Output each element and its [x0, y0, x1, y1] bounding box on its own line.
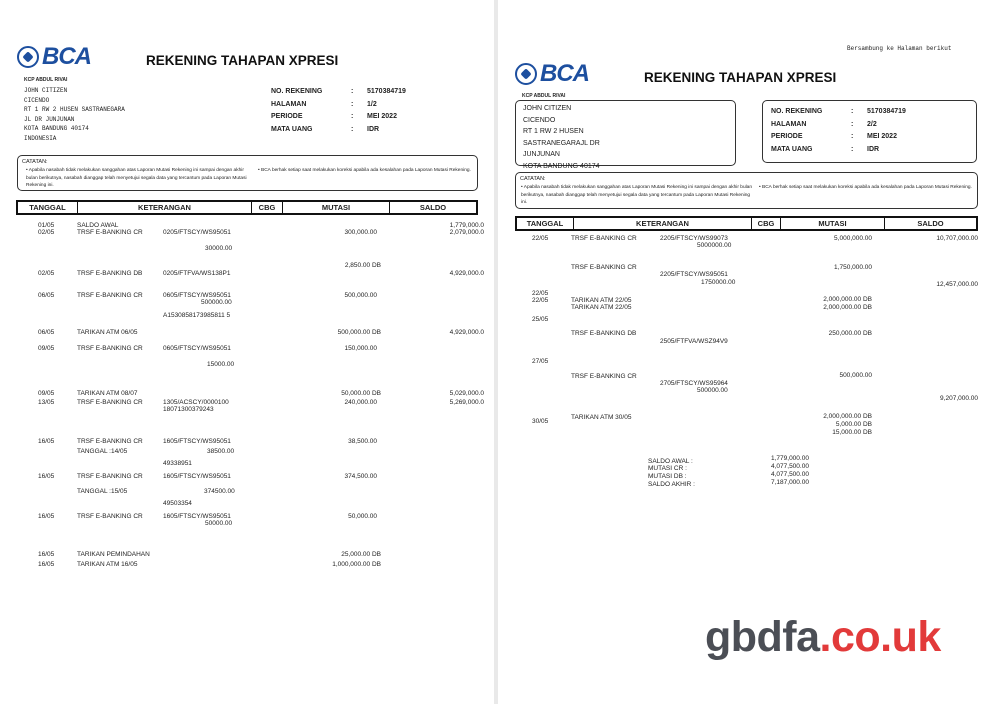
statement-page-2: Bersambung ke Halaman berikut BCA REKENING TAHAPAN XPRESI KCP ABDUL RIVAI JOHN CITIZEN CICENDO RT 1 RW 2 HUSEN SASTRANEGARAJL DR JUNJUNAN KOTA BANDUNG 40174 NO. REKENING : 5170384719 HALAMAN : 2/2 PERIODE : MEI 2022 MATA UANG : IDR CATATAN: • Apabila nasabah tidak melakukan sanggahan atas Laporan Mutasi Rekening ini sampai dengan akhir bulan berikutnya, nasabah dianggap telah menyetujui segala data yang tercantum pada Laporan Mutasi Rekening ini. • BCA berhak setiap saat melakukan koreksi apabila ada kesalahan pada Laporan Mutasi Rekening. TANGGAL KETERANGAN CBG MUTASI SALDO 22/05 TRSF E-BANKING CR 2205/FTSCY/WS99073 5,000,000.00 10,707,000.00 5000000.00 TRSF E-BANKING CR 1,750,000.00 2205/FTSCY/WS95051 1750000.00 12,457,000.00 22/05 22/05 TARIKAN ATM 22/05 2,000,000.00 DB TARIKAN ATM 22/05 2,000,000.00 DB 25/05 TRSF E-BANKING DB 250,000.00 DB 2505/FTFVA/WSZ94V9 27/05 TRSF E-BANKING CR 500,000.00 2705/FTSCY/WS95964 500000.00 9,207,000.00 2,000,000.00 DB 30/05 TARIKAN ATM 30/05 5,000.00 DB 15,000.00 DB SALDO AWAL : 1,779,000.00 MUTASI CR : 4,077,500.00 MUTASI DB : 4,077,500.00 SALDO AKHIR : 7,187,000.00	[498, 0, 993, 704]
address-line: JOHN CITIZEN	[24, 87, 68, 94]
address-line: CICENDO	[24, 96, 50, 104]
currency: IDR	[867, 145, 880, 153]
period: MEI 2022	[867, 133, 897, 140]
bca-logo-icon	[17, 46, 39, 68]
statement-page-1: BCA REKENING TAHAPAN XPRESI KCP ABDUL RIVAI JOHN CITIZEN CICENDO RT 1 RW 2 HUSEN SASTRANEGARA JL DR JUNJUNAN KOTA BANDUNG 40174 INDONESIA NO. REKENING : 5170384719 HALAMAN : 1/2 PERIODE : MEI 2022 MATA UANG : IDR CATATAN: • Apabila nasabah tidak melakukan sanggahan atas Laporan Mutasi Rekening ini sampai dengan akhir bulan berikutnya, nasabah dianggap telah menyetujui segala data yang tercantum pada Laporan Mutasi Rekening ini. • BCA berhak setiap saat melakukan koreksi apabila ada kesalahan pada Laporan Mutasi Rekening. TANGGAL KETERANGAN CBG MUTASI SALDO 01/05 SALDO AWAL 1,779,000.0 02/05 TRSF E-BANKING CR 0205/FTSCY/WS95051 300,000.00 2,079,000.0 30000.00 2,850.00 DB 02/05 TRSF E-BANKING DB 0205/FTFVA/WS138P1 4,929,000.0 06/05 TRSF E-BANKING CR 0605/FTSCY/WS95051 500,000.00 500000.00 A1530858173985811 5 06/05 TARIKAN ATM 06/05 500,000.00 DB 4,929,000.0 09/05 TRSF E-BANKING CR 0605/FTSCY/WS95051 150,000.00 15000.00 09/05 TARIKAN ATM 08/07 50,000.00 DB 5,029,000.0 13/05 TRSF E-BANKING CR 1305/ACSCY/0000100 240,000.00 5,269,000.0 18071300379243 16/05 TRSF E-BANKING CR 1605/FTSCY/WS95051 38,500.00 TANGGAL :14/05 38500.00 49338951 16/05 TRSF E-BANKING CR 1605/FTSCY/WS95051 374,500.00 TANGGAL :15/05 374500.00 49503354 16/05 TRSF E-BANKING CR 1605/FTSCY/WS95051 50,000.00 50000.00 16/05 TARIKAN PEMINDAHAN 25,000.00 DB 16/05 TARIKAN ATM 16/05 1,000,000.00 DB	[0, 0, 494, 704]
address-line: INDONESIA	[24, 134, 57, 142]
account-number: 5170384719	[867, 108, 906, 115]
bca-logo: BCA	[515, 60, 589, 88]
address-line: JOHN CITIZEN	[523, 105, 572, 112]
address-line: JL DR JUNJUNAN	[24, 115, 75, 123]
address-line: CICENDO	[523, 116, 556, 124]
table-header: TANGGAL KETERANGAN CBG MUTASI SALDO	[16, 200, 478, 215]
account-info: NO. REKENING : 5170384719 HALAMAN : 2/2 PERIODE : MEI 2022 MATA UANG : IDR	[771, 106, 906, 156]
notes-box: CATATAN: • Apabila nasabah tidak melakukan sanggahan atas Laporan Mutasi Rekening ini sampai dengan akhir bulan berikutnya, nasabah dianggap telah menyetujui segala data yang tercantum pada Laporan Mutasi Rekening ini. • BCA berhak setiap saat melakukan koreksi apabila ada kesalahan pada Laporan Mutasi Rekening.	[515, 172, 978, 209]
address-box	[515, 100, 736, 170]
branch-name: KCP ABDUL RIVAI	[24, 77, 68, 83]
watermark: gbdfa.co.uk	[705, 613, 941, 661]
address-line: KOTA BANDUNG 40174	[523, 162, 600, 170]
note-text: • BCA berhak setiap saat melakukan koreksi apabila ada kesalahan pada Laporan Mutasi Rekening.	[258, 168, 471, 173]
page-number: 1/2	[367, 100, 377, 108]
account-info-box	[762, 100, 977, 163]
note-text: • Apabila nasabah tidak melakukan sanggahan atas Laporan Mutasi Rekening ini sampai dengan akhir bulan berikutnya, nasabah dianggap telah menyetujui segala data yang tercantum pada Laporan Mutasi Rekening ini.	[26, 168, 247, 188]
statement-title: REKENING TAHAPAN XPRESI	[146, 53, 339, 68]
table-header: TANGGAL KETERANGAN CBG MUTASI SALDO	[515, 216, 978, 231]
address-line: RT 1 RW 2 HUSEN SASTRANEGARA	[24, 106, 125, 113]
note-text: • BCA berhak setiap saat melakukan koreksi apabila ada kesalahan pada Laporan Mutasi Rekening.	[759, 185, 972, 190]
address-line: RT 1 RW 2 HUSEN	[523, 128, 584, 135]
account-number: 5170384719	[367, 88, 406, 95]
statement-title: REKENING TAHAPAN XPRESI	[644, 70, 837, 85]
notes-box: CATATAN: • Apabila nasabah tidak melakukan sanggahan atas Laporan Mutasi Rekening ini sampai dengan akhir bulan berikutnya, nasabah dianggap telah menyetujui segala data yang tercantum pada Laporan Mutasi Rekening ini. • BCA berhak setiap saat melakukan koreksi apabila ada kesalahan pada Laporan Mutasi Rekening.	[17, 155, 478, 191]
customer-address	[24, 86, 125, 143]
branch-name: KCP ABDUL RIVAI	[522, 93, 566, 99]
continued-note: Bersambung ke Halaman berikut	[847, 45, 952, 52]
bca-logo-icon	[515, 63, 537, 85]
note-text: • Apabila nasabah tidak melakukan sanggahan atas Laporan Mutasi Rekening ini sampai dengan akhir bulan berikutnya, nasabah dianggap telah menyetujui segala data yang tercantum pada Laporan Mutasi Rekening ini.	[521, 185, 753, 205]
customer-address	[523, 103, 600, 172]
address-line: SASTRANEGARAJL DR	[523, 139, 600, 147]
address-line: JUNJUNAN	[523, 151, 560, 158]
period: MEI 2022	[367, 113, 397, 120]
bca-logo: BCA	[17, 43, 91, 71]
page-number: 2/2	[867, 120, 877, 128]
account-info: NO. REKENING : 5170384719 HALAMAN : 1/2 PERIODE : MEI 2022 MATA UANG : IDR	[271, 86, 406, 136]
address-line: KOTA BANDUNG 40174	[24, 125, 89, 132]
currency: IDR	[367, 125, 380, 133]
